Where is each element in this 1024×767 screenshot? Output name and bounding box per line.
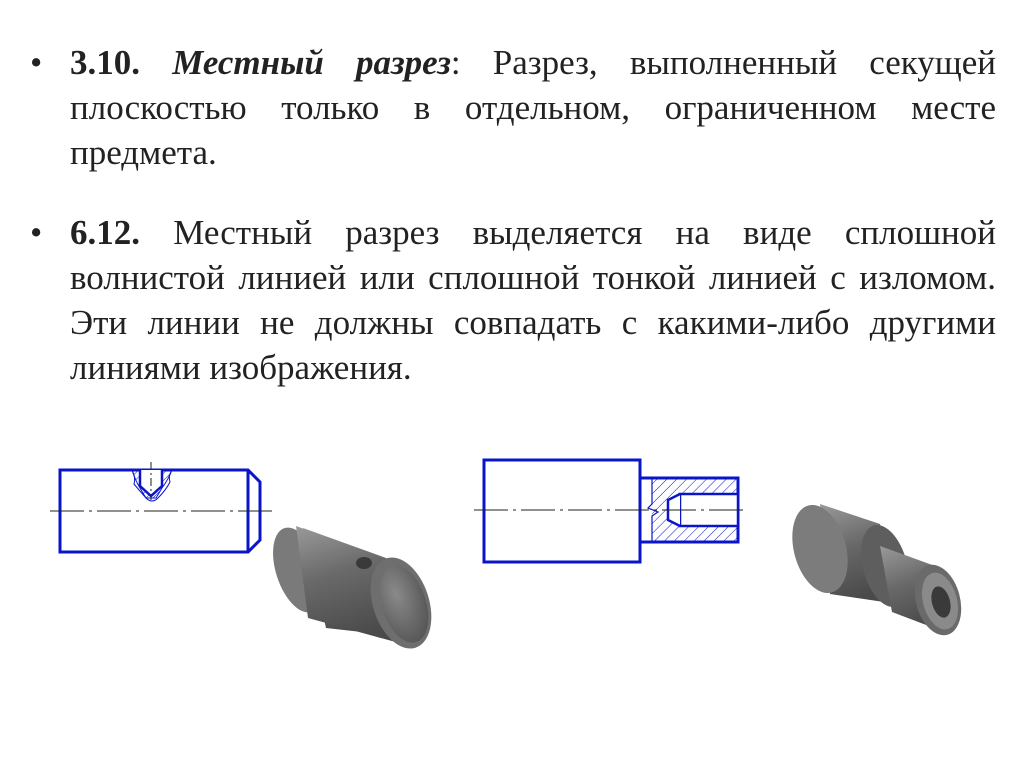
term: Местный разрез bbox=[172, 43, 451, 82]
bullet-marker: • bbox=[30, 213, 43, 252]
definition-body: : Разрез, выполненный секущей плоскостью только в отдельном, ограниченном месте предмета. bbox=[70, 43, 996, 172]
definition-3-10 bbox=[30, 40, 996, 175]
clause-number: 3.10. bbox=[70, 43, 140, 82]
stepped-shaft-3d-render bbox=[780, 494, 980, 664]
bullet-marker: • bbox=[30, 43, 43, 82]
pin-3d-render bbox=[268, 518, 438, 668]
definition-text bbox=[70, 40, 996, 175]
pin-drawing-with-local-section bbox=[40, 448, 280, 568]
rule-text bbox=[70, 210, 996, 390]
stepped-shaft-drawing-with-local-section bbox=[470, 448, 750, 568]
clause-number: 6.12. bbox=[70, 213, 140, 252]
rule-6-12 bbox=[30, 210, 996, 390]
rule-body: Местный разрез выделяется на виде сплошной волнистой линией или сплошной тонкой линией с изломом. Эти линии не должны совпадать с какими-либо другими линиями изображения. bbox=[70, 213, 996, 387]
